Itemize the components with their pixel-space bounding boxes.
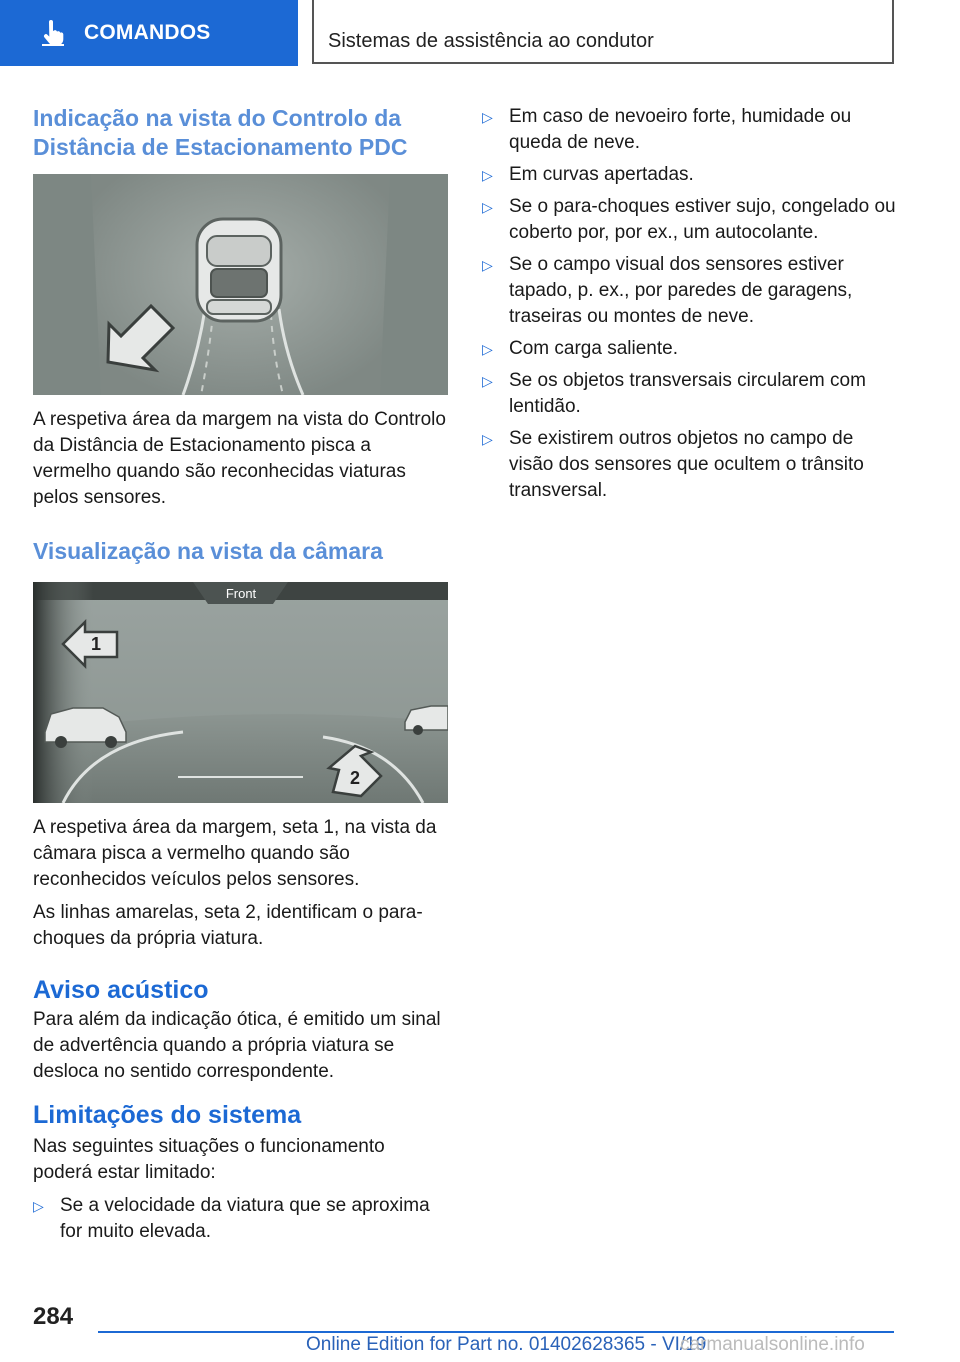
bullet-triangle-icon: ▷ [33, 1198, 44, 1214]
car-right [405, 706, 448, 735]
chapter-title: Sistemas de assistência ao condutor [328, 30, 654, 52]
acoustic-text: Para além da indicação ótica, é emitido um sinal de advertência quando a própria viatura se desloca no sentido correspondente. [33, 1009, 441, 1082]
car-left [45, 708, 126, 748]
list-item: ▷ Se a velocidade da viatura que se aproxima for muito elevada. [33, 1195, 430, 1242]
arrow-1-label: 1 [90, 634, 102, 654]
car-top-view [197, 219, 281, 321]
pdc-view-figure [33, 174, 448, 395]
limits-list-left [33, 1193, 448, 1245]
section-label: COMANDOS [84, 21, 211, 44]
right-column [482, 104, 902, 510]
hand-pointer-icon [38, 18, 68, 48]
list-item: ▷ Se o para-choques estiver sujo, congelado ou coberto por, por ex., um autocolante. [482, 196, 896, 243]
bullet-triangle-icon: ▷ [482, 341, 493, 357]
watermark-text: carmanualsonline.info [680, 1334, 865, 1355]
chapter-box [312, 0, 894, 64]
acoustic-heading: Aviso acústico [33, 976, 209, 1004]
page-number: 284 [33, 1303, 74, 1330]
bullet-triangle-icon: ▷ [482, 167, 493, 183]
list-item: ▷ Se os objetos transversais circularem com lentidão. [482, 370, 866, 417]
bullet-triangle-icon: ▷ [482, 109, 493, 125]
bullet-triangle-icon: ▷ [482, 431, 493, 447]
camera-heading: Visualização na vista da câmara [33, 538, 383, 564]
list-item: ▷ Se o campo visual dos sensores estiver tapado, p. ex., por paredes de garagens, traseiras ou montes de neve. [482, 254, 853, 327]
camera-description-1: A respetiva área da margem, seta 1, na vista da câmara pisca a vermelho quando são reconhecidos veículos pelos sensores. [33, 817, 437, 890]
limits-list-right [482, 104, 902, 504]
front-label: Front [225, 586, 257, 601]
section-tab [0, 0, 298, 66]
camera-view-figure [33, 582, 448, 803]
left-column [33, 104, 448, 1245]
bullet-triangle-icon: ▷ [482, 373, 493, 389]
pdc-description: A respetiva área da margem na vista do Controlo da Distância de Estacionamento pisca a vermelho quando são reconhecidas viaturas pelos sensores. [33, 409, 446, 508]
list-item: ▷ Se existirem outros objetos no campo de visão dos sensores que ocultem o trânsito transversal. [482, 428, 864, 501]
bullet-triangle-icon: ▷ [482, 199, 493, 215]
list-item: ▷ Em caso de nevoeiro forte, humidade ou queda de neve. [482, 106, 852, 153]
limits-heading: Limitações do sistema [33, 1101, 302, 1129]
limits-intro: Nas seguintes situações o funcionamento poderá estar limitado: [33, 1136, 385, 1183]
edition-text: Online Edition for Part no. 01402628365 - VI/19 [306, 1334, 707, 1355]
page-header [0, 0, 960, 66]
bullet-triangle-icon: ▷ [482, 257, 493, 273]
list-item: ▷ Em curvas apertadas. [482, 162, 902, 188]
camera-description-2: As linhas amarelas, seta 2, identificam o para-choques da própria viatura. [33, 902, 423, 949]
arrow-2-label: 2 [349, 768, 361, 788]
list-item: ▷ Com carga saliente. [482, 336, 902, 362]
footer-divider [98, 1331, 894, 1333]
pdc-heading: Indicação na vista do Controlo da Distância de Estacionamento PDC [33, 105, 408, 160]
